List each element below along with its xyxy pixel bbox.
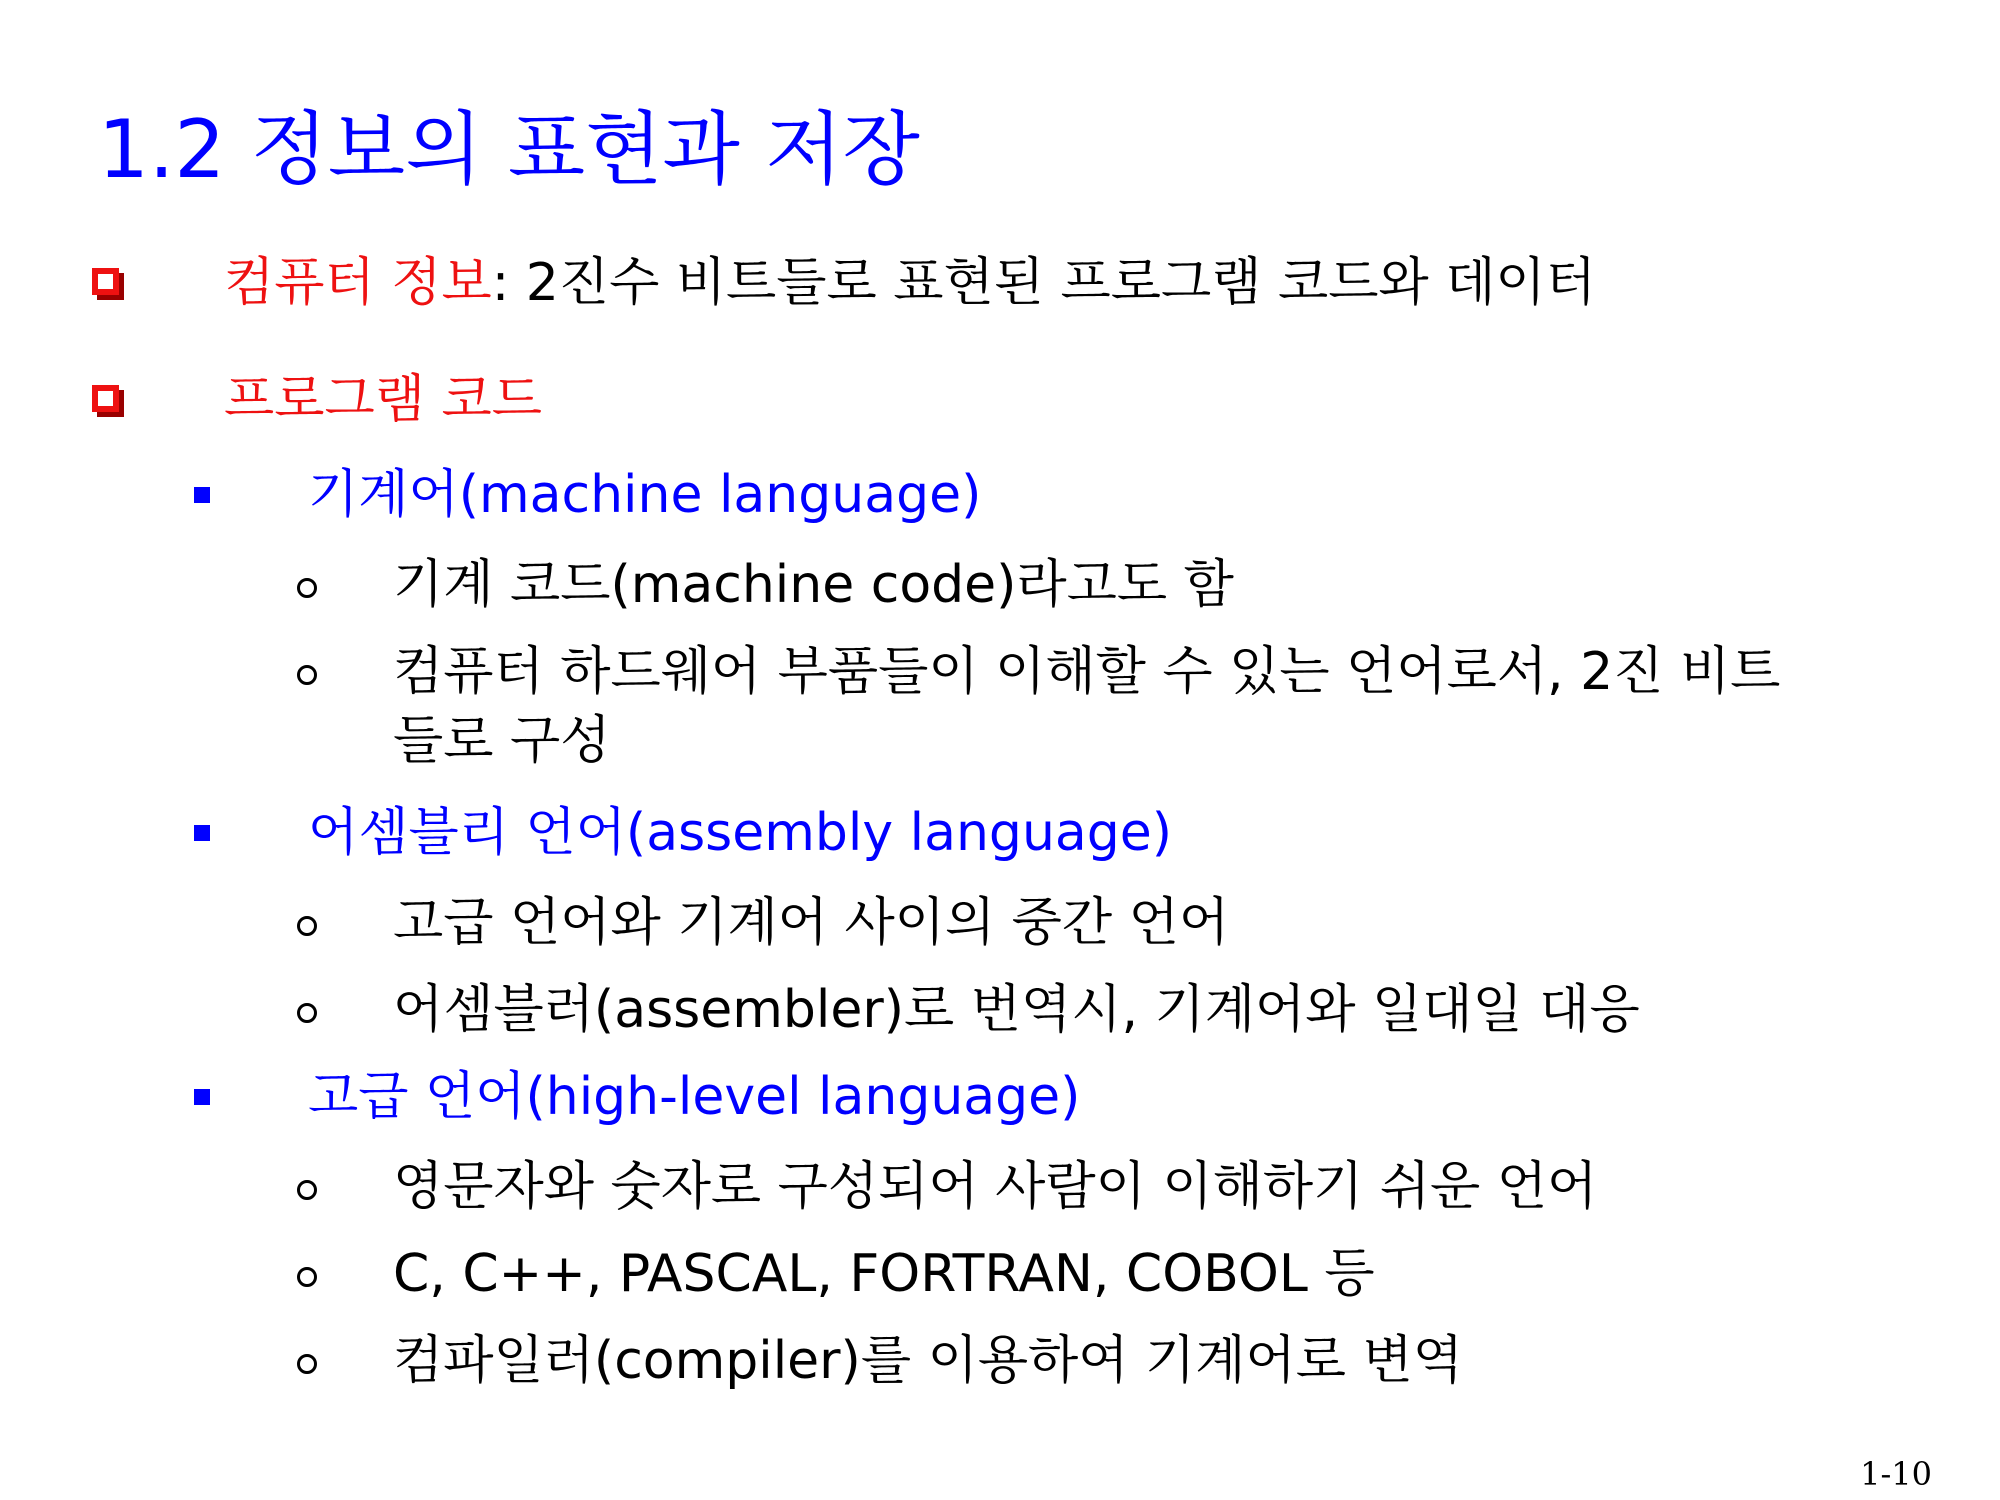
computer-info-highlight: 컴퓨터 정보: [224, 253, 492, 313]
computer-info-text: : 2진수 비트들로 표현된 프로그램 코드와 데이터: [491, 253, 1596, 313]
machine-language-item: 컴퓨터 하드웨어 부품들이 이해할 수 있는 언어로서, 2진 비트: [393, 642, 1781, 702]
checkbox-icon: [92, 385, 119, 412]
circle-bullet-icon: [297, 1354, 317, 1374]
square-bullet-icon: [194, 825, 210, 841]
square-bullet-icon: [194, 487, 210, 503]
checkbox-icon: [92, 268, 119, 295]
square-bullet-icon: [194, 1089, 210, 1105]
page-number: 1-10: [1860, 1455, 1932, 1493]
slide-title: 1.2 정보의 표현과 저장: [98, 103, 920, 196]
circle-bullet-icon: [297, 665, 317, 685]
circle-bullet-icon: [297, 1180, 317, 1200]
high-level-language-heading: 고급 언어(high-level language): [308, 1067, 1081, 1127]
machine-language-heading: 기계어(machine language): [308, 465, 982, 525]
program-code-heading: 프로그램 코드: [224, 370, 542, 430]
circle-bullet-icon: [297, 1003, 317, 1023]
high-level-language-item: 영문자와 숫자로 구성되어 사람이 이해하기 쉬운 언어: [393, 1157, 1598, 1217]
machine-language-item-continuation: 들로 구성: [393, 711, 611, 771]
high-level-language-item: 컴파일러(compiler)를 이용하여 기계어로 변역: [393, 1331, 1463, 1391]
circle-bullet-icon: [297, 1267, 317, 1287]
assembly-language-heading: 어셈블리 언어(assembly language): [308, 803, 1173, 863]
assembly-language-item: 고급 언어와 기계어 사이의 중간 언어: [393, 893, 1230, 953]
circle-bullet-icon: [297, 916, 317, 936]
machine-language-item: 기계 코드(machine code)라고도 함: [393, 555, 1234, 615]
high-level-language-item: C, C++, PASCAL, FORTRAN, COBOL 등: [393, 1244, 1375, 1304]
bullet-computer-info: [224, 250, 1596, 316]
circle-bullet-icon: [297, 578, 317, 598]
assembly-language-item: 어셈블러(assembler)로 번역시, 기계어와 일대일 대응: [393, 980, 1640, 1040]
